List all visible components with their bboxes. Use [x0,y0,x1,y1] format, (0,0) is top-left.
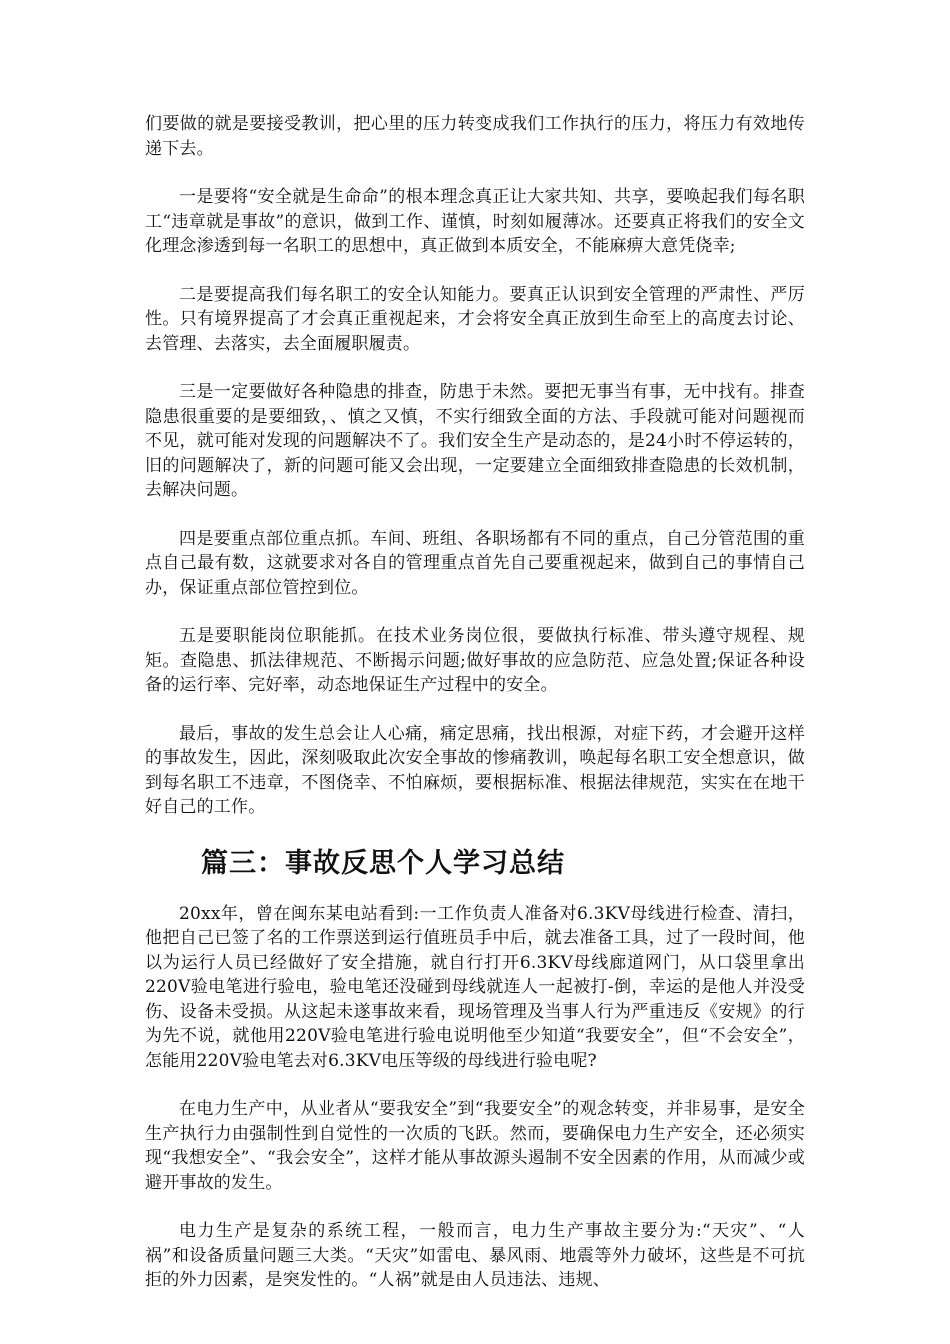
paragraph-point-five: 五是要职能岗位职能抓。在技术业务岗位很，要做执行标准、带头遵守规程、规矩。查隐患、抓法律规范、不断揭示问题;做好事故的应急防范、应急处置;保证各种设备的运行率、完好率，动态地保证生产过程中的安全。 [145,626,805,695]
paragraph-incident: 20xx年，曾在闽东某电站看到:一工作负责人准备对6.3KV母线进行检查、清扫，他把自己已签了名的工作票送到运行值班员手中后，就去准备工具，过了一段时间，他以为运行人员已经做好了安全措施，就自行打开6.3KV母线廊道网门，从口袋里拿出220V验电笔进行验电，验电笔还没碰到母线就连人一起被打-倒，幸运的是他人并没受伤、设备未受损。从这起未遂事故来看，现场管理及当事人行为严重违反《安规》的行为先不说，就他用220V验电笔进行验电说明他至少知道“我要安全”，但“不会安全”，怎能用220V验电笔去对6.3KV电压等级的母线进行验电呢? [145,903,805,1071]
paragraph-point-two: 二是要提高我们每名职工的安全认知能力。要真正认识到安全管理的严肃性、严厉性。只有境界提高了才会真正重视起来，才会将安全真正放到生命至上的高度去讨论、去管理、去落实，去全面履职履责。 [145,284,805,354]
paragraph-safety-concept: 在电力生产中，从业者从“要我安全”到“我要安全”的观念转变，并非易事，是安全生产执行力由强制性到自觉性的一次质的飞跃。然而，要确保电力生产安全，还必须实现“我想安全”、“我会安全”，这样才能从事故源头遏制不安全因素的作用，从而减少或避开事故的发生。 [145,1099,805,1193]
section-heading: 篇三：事故反思个人学习总结 [201,847,565,879]
document-page [145,112,805,1317]
paragraph-point-three: 三是一定要做好各种隐患的排查，防患于未然。要把无事当有事，无中找有。排查隐患很重要的是要细致，、慎之又慎，不实行细致全面的方法、手段就可能对问题视而不见，就可能对发现的问题解决不了。我们安全生产是动态的，是24小时不停运转的，旧的问题解决了，新的问题可能又会出现，一定要建立全面细致排查隐患的长效机制，去解决问题。 [145,382,805,500]
paragraph-point-one: 一是要将“安全就是生命命”的根本理念真正让大家共知、共享，要唤起我们每名职工“违章就是事故”的意识，做到工作、谨慎，时刻如履薄冰。还要真正将我们的安全文化理念渗透到每一名职工的思想中，真正做到本质安全，不能麻痹大意凭侥幸; [145,187,805,256]
paragraph-conclusion: 最后，事故的发生总会让人心痛，痛定思痛，找出根源，对症下药，才会避开这样的事故发生，因此，深刻吸取此次安全事故的惨痛教训，唤起每名职工安全想意识，做到每名职工不违章，不图侥幸、不怕麻烦，要根据标准、根据法律规范，实实在在地干好自己的工作。 [145,723,805,817]
paragraph-accident-types: 电力生产是复杂的系统工程，一般而言，电力生产事故主要分为:“天灾”、“人祸”和设备质量问题三大类。“天灾”如雷电、暴风雨、地震等外力破坏，这些是不可抗拒的外力因素，是突发性的。“人祸”就是由人员违法、违规、 [145,1221,805,1290]
paragraph-continuation: 们要做的就是要接受教训，把心里的压力转变成我们工作执行的压力，将压力有效地传递下去。 [145,114,805,159]
paragraph-point-four: 四是要重点部位重点抓。车间、班组、各职场都有不同的重点，自己分管范围的重点自己最有数，这就要求对各自的管理重点首先自己要重视起来，做到自己的事情自己办，保证重点部位管控到位。 [145,528,805,598]
